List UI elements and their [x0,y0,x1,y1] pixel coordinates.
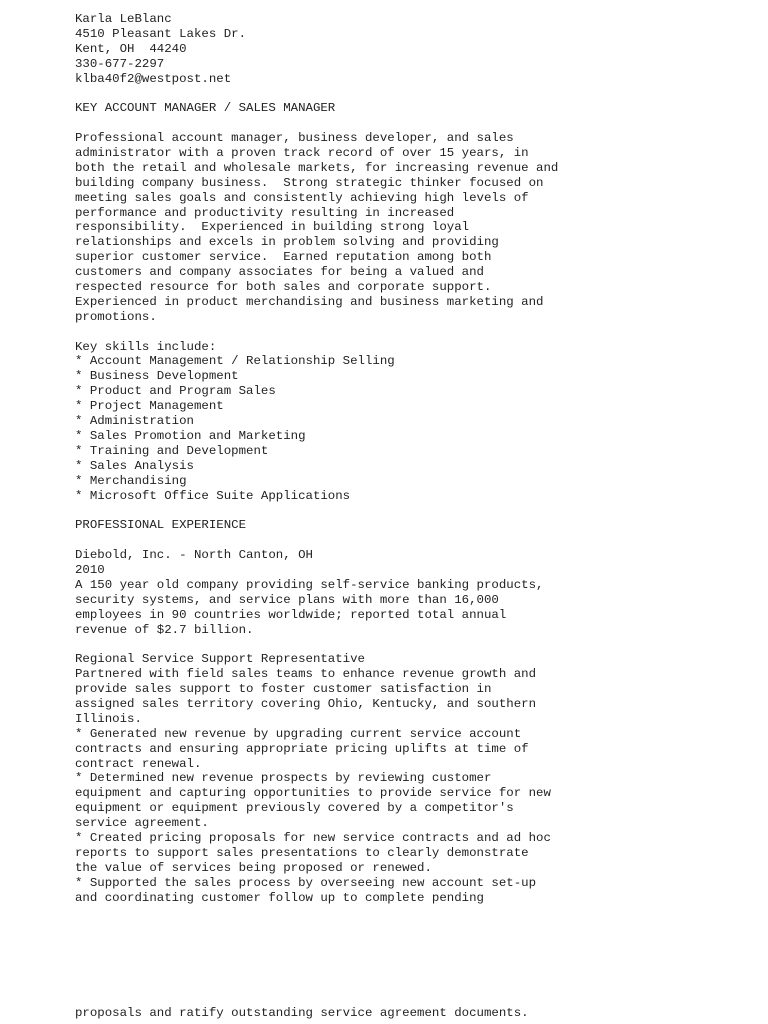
skill-item: * Account Management / Relationship Selling [75,354,395,369]
role-desc-line: service agreement. [75,816,209,831]
skill-item: * Project Management [75,399,224,414]
role-desc-line: Partnered with field sales teams to enhance revenue growth and [75,667,537,682]
summary-line: both the retail and wholesale markets, for increasing revenue and [75,160,559,175]
summary-line: administrator with a proven track record of over 15 years, in [75,146,529,161]
company-desc-line: security systems, and service plans with more than 16,000 [75,592,499,607]
role-desc-line: the value of services being proposed or renewed. [75,860,432,875]
summary-paragraph [75,131,755,325]
company-year: 2010 [75,562,105,577]
skill-item: * Microsoft Office Suite Applications [75,488,351,503]
summary-line: building company business. Strong strategic thinker focused on [75,175,544,190]
summary-line: performance and productivity resulting in increased [75,205,455,220]
role-desc-line: contract renewal. [75,756,202,771]
role-desc-line: equipment and capturing opportunities to provide service for new [75,786,551,801]
skills-section [75,340,755,504]
contact-block [75,12,755,86]
company-desc-line: A 150 year old company providing self-service banking products, [75,577,544,592]
summary-line: customers and company associates for being a valued and [75,265,484,280]
summary-line: responsibility. Experienced in building strong loyal [75,220,470,235]
contact-phone: 330-677-2297 [75,56,165,71]
skills-heading: Key skills include: [75,339,217,354]
skill-item: * Training and Development [75,443,269,458]
company-desc-line: employees in 90 countries worldwide; reported total annual [75,607,507,622]
summary-line: promotions. [75,309,157,324]
resume-page [75,12,755,905]
company-name: Diebold, Inc. - North Canton, OH [75,548,313,563]
contact-street: 4510 Pleasant Lakes Dr. [75,26,247,41]
company-desc-line: revenue of $2.7 billion. [75,622,254,637]
role-desc-line: * Created pricing proposals for new service contracts and ad hoc [75,830,551,845]
summary-line: Experienced in product merchandising and business marketing and [75,294,544,309]
skill-item: * Business Development [75,369,239,384]
skill-item: * Merchandising [75,473,187,488]
skill-item: * Sales Analysis [75,458,194,473]
summary-line: Professional account manager, business developer, and sales [75,131,514,146]
role-desc-line: equipment or equipment previously covered by a competitor's [75,801,514,816]
headline: KEY ACCOUNT MANAGER / SALES MANAGER [75,101,336,116]
role-desc-line: * Supported the sales process by overseeing new account set-up [75,875,537,890]
contact-city: Kent, OH 44240 [75,41,187,56]
role-desc-line: assigned sales territory covering Ohio, Kentucky, and southern [75,696,537,711]
skill-item: * Administration [75,414,194,429]
skill-item: * Product and Program Sales [75,384,276,399]
experience-heading: PROFESSIONAL EXPERIENCE [75,518,247,533]
skill-item: * Sales Promotion and Marketing [75,428,306,443]
summary-line: superior customer service. Earned reputation among both [75,250,492,265]
role-desc-line: provide sales support to foster customer satisfaction in [75,682,492,697]
summary-line: relationships and excels in problem solving and providing [75,235,499,250]
experience-section [75,518,755,905]
role-desc-line: contracts and ensuring appropriate pricing uplifts at time of [75,741,529,756]
summary-line: respected resource for both sales and corporate support. [75,280,492,295]
role-desc-line: and coordinating customer follow up to complete pending [75,890,484,905]
continuation-line: proposals and ratify outstanding service agreement documents. [75,1006,529,1020]
contact-email: klba40f2@westpost.net [75,71,232,86]
role-desc-line: * Generated new revenue by upgrading current service account [75,726,522,741]
summary-line: meeting sales goals and consistently achieving high levels of [75,190,529,205]
role-desc-line: * Determined new revenue prospects by reviewing customer [75,771,492,786]
role-title: Regional Service Support Representative [75,652,365,667]
contact-name: Karla LeBlanc [75,12,172,26]
role-desc-line: Illinois. [75,711,142,726]
role-desc-line: reports to support sales presentations to clearly demonstrate [75,845,529,860]
